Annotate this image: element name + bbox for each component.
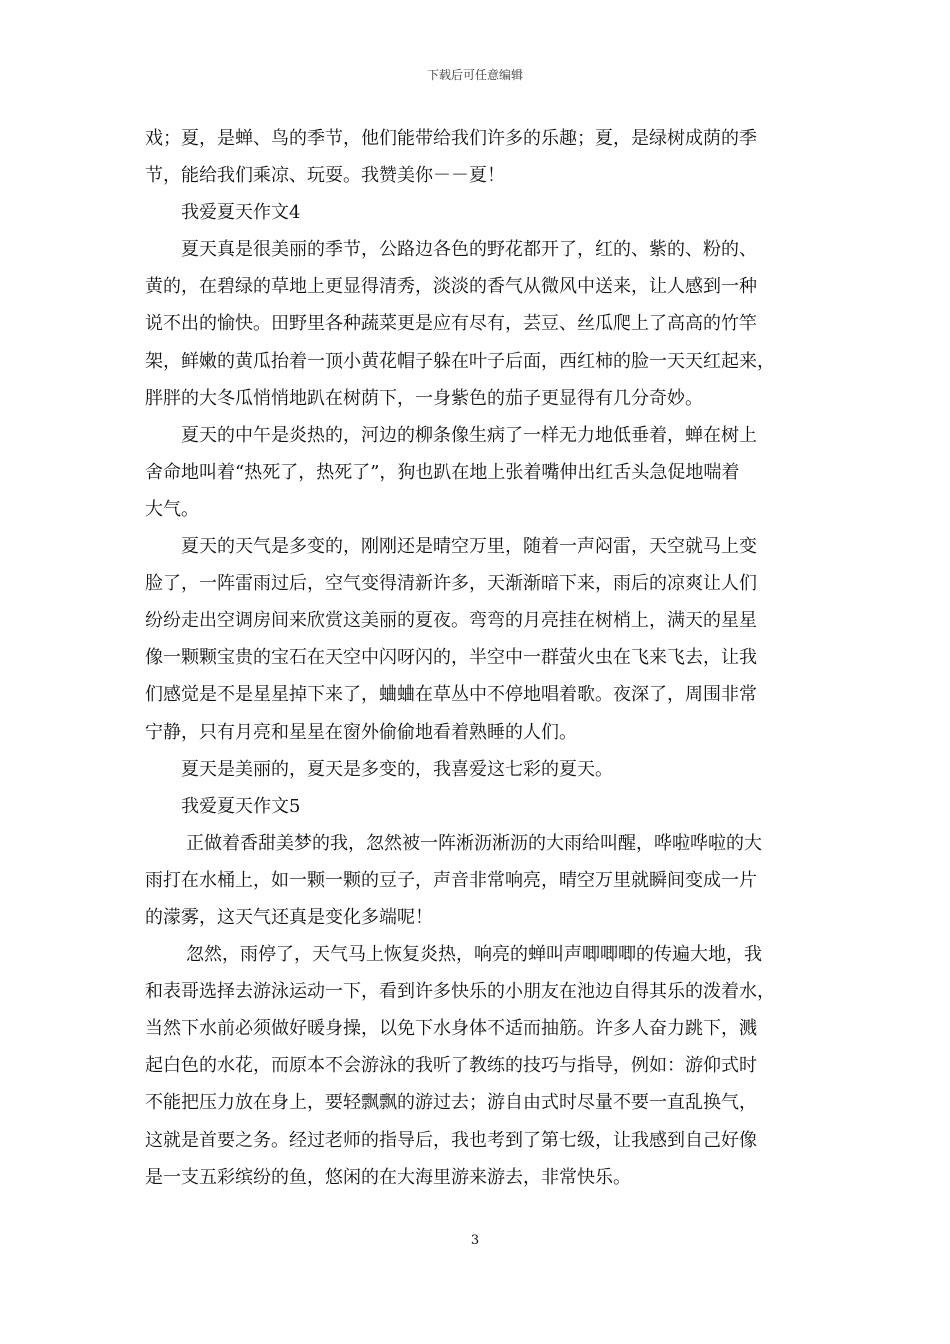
text-line: 夏天的中午是炎热的，河边的柳条像生病了一样无力地低垂着，蝉在树上	[181, 424, 757, 446]
text-line: 戏；夏，是蝉、鸟的季节，他们能带给我们许多的乐趣；夏，是绿树成荫的季	[145, 128, 757, 149]
text-line: 这就是首要之务。经过老师的指导后，我也考到了第七级，让我感到自己好像	[145, 1129, 757, 1151]
text-line: 架，鲜嫩的黄瓜抬着一顶小黄花帽子躲在叶子后面，西红柿的脸一天天红起来，	[145, 350, 775, 372]
text-line: 忽然，雨停了，天气马上恢复炎热，响亮的蝉叫声唧唧唧的传遍大地，我	[186, 944, 762, 966]
text-line: 像一颗颗宝贵的宝石在天空中闪呀闪的，半空中一群萤火虫在飞来飞去，让我	[145, 647, 757, 669]
text-line: 节，能给我们乘凉、玩耍。我赞美你－－夏！	[145, 165, 505, 187]
text-line: 不能把压力放在身上，要轻飘飘的游过去；游自由式时尽量不要一直乱换气，	[145, 1092, 757, 1114]
text-line: 舍命地叫着“热死了，热死了”，狗也趴在地上张着嘴伸出红舌头急促地喘着	[145, 461, 740, 483]
text-line: 的濛雾，这天气还真是变化多端呢！	[145, 906, 433, 928]
text-line: 是一支五彩缤纷的鱼，悠闲的在大海里游来游去，非常快乐。	[145, 1166, 631, 1188]
text-line: 纷纷走出空调房间来欣赏这美丽的夏夜。弯弯的月亮挂在树梢上，满天的星星	[145, 610, 757, 632]
page-header: 下载后可任意编辑	[426, 68, 523, 82]
section-title: 我爱夏天作文5	[181, 795, 301, 817]
text-line: 脸了，一阵雷雨过后，空气变得清新许多，天渐渐暗下来，雨后的凉爽让人们	[145, 573, 757, 595]
text-line: 胖胖的大冬瓜悄悄地趴在树荫下，一身紫色的茄子更显得有几分奇妙。	[145, 387, 703, 409]
text-line: 起白色的水花，而原本不会游泳的我听了教练的技巧与指导，例如：游仰式时	[145, 1055, 757, 1077]
text-line: 黄的，在碧绿的草地上更显得清秀，淡淡的香气从微风中送来，让人感到一种	[145, 276, 757, 298]
text-line: 夏天是美丽的，夏天是多变的，我喜爱这七彩的夏天。	[181, 758, 613, 780]
text-line: 说不出的愉快。田野里各种蔬菜更是应有尽有，芸豆、丝瓜爬上了高高的竹竿	[145, 313, 757, 335]
text-line: 当然下水前必须做好暖身操，以免下水身体不适而抽筋。许多人奋力跳下，溅	[145, 1018, 757, 1040]
text-line: 和表哥选择去游泳运动一下，看到许多快乐的小朋友在池边自得其乐的泼着水，	[145, 981, 775, 1003]
document-body	[145, 120, 810, 1196]
text-line: 正做着香甜美梦的我，忽然被一阵淅沥淅沥的大雨给叫醒，哗啦哗啦的大	[186, 832, 762, 854]
page-number: 3	[470, 1233, 480, 1248]
text-line: 宁静，只有月亮和星星在窗外偷偷地看着熟睡的人们。	[145, 721, 577, 743]
text-line: 大气。	[145, 498, 199, 520]
text-line: 夏天真是很美丽的季节，公路边各色的野花都开了，红的、紫的、粉的、	[181, 239, 757, 261]
text-line: 雨打在水桶上，如一颗一颗的豆子，声音非常响亮，晴空万里就瞬间变成一片	[145, 869, 757, 891]
text-line: 夏天的天气是多变的，刚刚还是晴空万里，随着一声闷雷，天空就马上变	[181, 536, 757, 558]
section-title: 我爱夏天作文4	[181, 202, 301, 224]
text-line: 们感觉是不是星星掉下来了，蛐蛐在草丛中不停地唱着歌。夜深了，周围非常	[145, 684, 757, 706]
